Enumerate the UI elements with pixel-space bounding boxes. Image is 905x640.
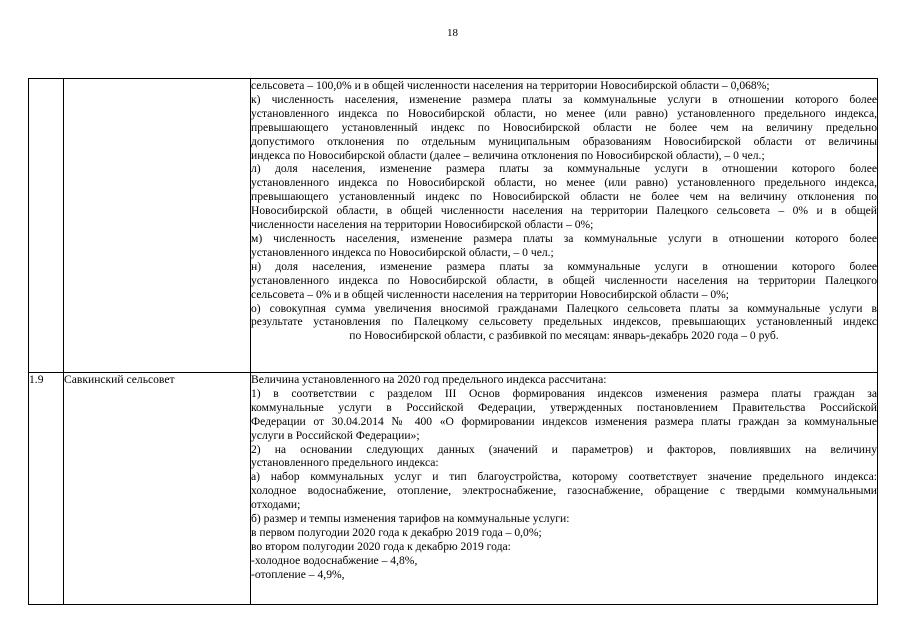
text-line: установленного индекса по Новосибирской области, но менее (или равно) установленного предельного индекса,: [251, 176, 877, 190]
text-line: н) доля населения, изменение размера платы за коммунальные услуги в отношении которого более: [251, 259, 877, 273]
text-line: индекса по Новосибирской области (далее – величина отклонения по Новосибирской области), – 0 чел.;: [251, 148, 765, 162]
text-line: результате установления по Палецкому сельсовету предельных индексов, превышающих установленный индекс: [251, 315, 877, 329]
text-line: -холодное водоснабжение – 4,8%,: [251, 553, 418, 567]
content-cell: [251, 79, 878, 373]
text-line: допустимого отклонения по отдельным муниципальным образованиям Новосибирской области от величины: [251, 134, 877, 148]
text-line: по Новосибирской области, с разбивкой по месяцам: январь-декабрь 2020 года – 0 руб.: [349, 329, 779, 343]
text-line: к) численность населения, изменение размера платы за коммунальные услуги в отношении которого более: [251, 92, 877, 106]
row-number-cell: 1.9: [29, 373, 64, 605]
text-line: а) набор коммунальных услуг и тип благоустройства, которому соответствует значение предельного индекса:: [251, 470, 877, 484]
municipality-name-cell: [64, 79, 251, 373]
text-line: 2) на основании следующих данных (значений и параметров) и факторов, повлиявших на величину: [251, 442, 877, 456]
text-line: 1) в соответствии с разделом III Основ формирования индексов изменения размера платы граждан за: [251, 386, 877, 400]
text-line: холодное водоснабжение, отопление, электроснабжение, газоснабжение, обращение с твердыми коммунальными: [251, 484, 877, 498]
text-line: численности населения на территории Новосибирской области – 0%;: [251, 218, 594, 232]
document-table: [28, 78, 878, 605]
text-line: установленного индекса по Новосибирской области, но менее (или равно) установленного предельного индекса,: [251, 106, 877, 120]
text-line: -отопление – 4,9%,: [251, 567, 345, 581]
text-line: установленного предельного индекса:: [251, 456, 439, 470]
text-line: сельсовета – 100,0% и в общей численности населения на территории Новосибирской области – 0,068%;: [251, 79, 770, 92]
text-line: Новосибирской области, в общей численности населения на территории Палецкого сельсовета – 0% и в общей: [251, 204, 877, 218]
text-line: м) численность населения, изменение размера платы за коммунальные услуги в отношении которого более: [251, 231, 877, 245]
text-line: л) доля населения, изменение размера платы за коммунальные услуги в отношении которого более: [251, 162, 877, 176]
page-number: 18: [447, 27, 458, 39]
text-line: превышающего установленный индекс по Новосибирской области не более чем на величину предельно: [251, 120, 877, 134]
municipality-name-cell: Савкинский сельсовет: [64, 373, 251, 605]
text-line: отходами;: [251, 498, 301, 512]
text-line: во втором полугодии 2020 года к декабрю 2019 года:: [251, 539, 511, 553]
text-line: Федерации от 30.04.2014 № 400 «О формировании индексов изменения размера платы граждан за коммунальные: [251, 414, 877, 428]
text-line: коммунальные услуги в Российской Федерации, утвержденных постановлением Правительства Российской: [251, 400, 877, 414]
table-row: [29, 79, 878, 373]
row-number-cell: [29, 79, 64, 373]
table-row: [29, 373, 878, 605]
text-line: Величина установленного на 2020 год предельного индекса рассчитана:: [251, 373, 607, 386]
text-line: услуги в Российской Федерации»;: [251, 428, 420, 442]
text-line: установленного индекса по Новосибирской области, в общей численности населения на территории Палецкого: [251, 273, 877, 287]
text-line: о) совокупная сумма увеличения вносимой гражданами Палецкого сельсовета платы за коммунальные услуги в: [251, 301, 877, 315]
content-cell: [251, 373, 878, 605]
text-line: превышающего установленный индекс по Новосибирской области не более чем на величину отклонения по: [251, 190, 877, 204]
text-line: сельсовета – 0% и в общей численности населения на территории Новосибирской области – 0%;: [251, 287, 730, 301]
text-line: установленного индекса по Новосибирской области, – 0 чел.;: [251, 245, 554, 259]
text-line: в первом полугодии 2020 года к декабрю 2019 года – 0,0%;: [251, 525, 542, 539]
text-line: б) размер и темпы изменения тарифов на коммунальные услуги:: [251, 512, 570, 526]
